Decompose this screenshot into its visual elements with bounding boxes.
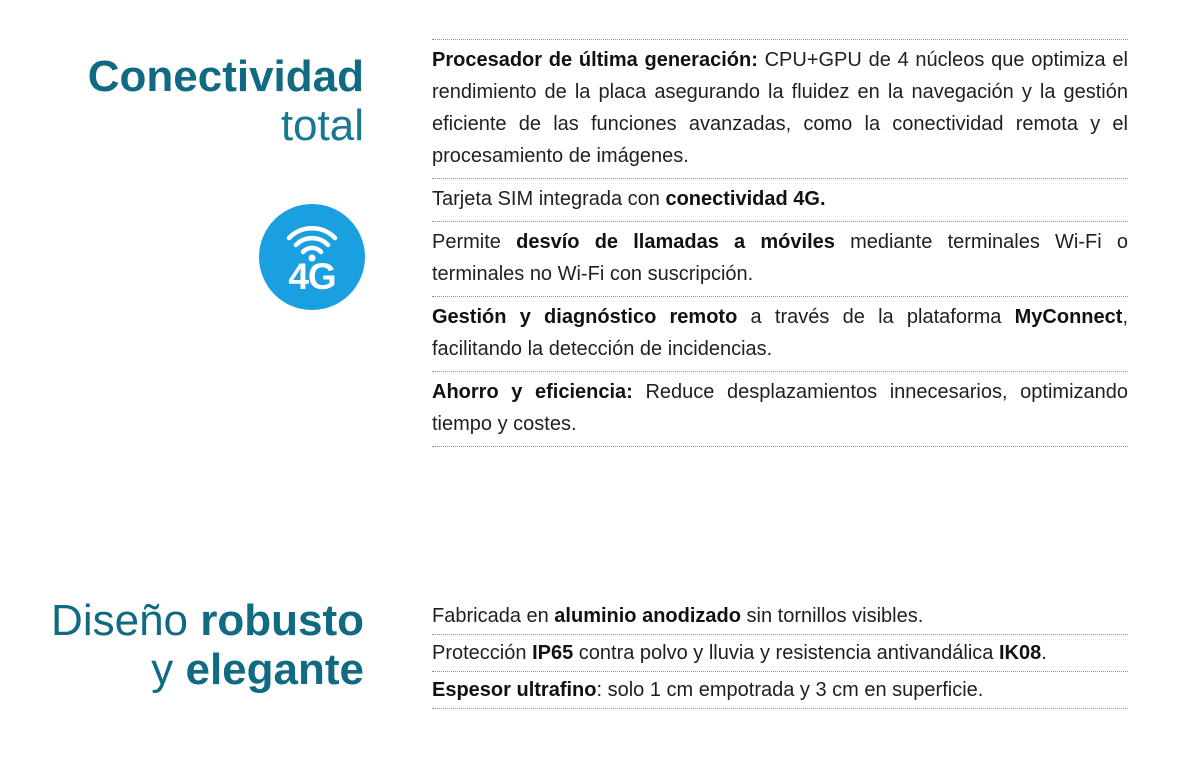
list-item: Espesor ultrafino: solo 1 cm empotrada y 3 cm en superficie. <box>432 672 1128 709</box>
list-item: Procesador de última generación: CPU+GPU de 4 núcleos que optimiza el rendimiento de la placa asegurando la fluidez en la navegación y la gestión eficiente de las funciones avanzadas, como la conectividad remota y el procesamiento de imágenes. <box>432 40 1128 179</box>
title-bold: Conectividad <box>87 52 364 101</box>
list-item: Tarjeta SIM integrada con conectividad 4G. <box>432 179 1128 222</box>
list-item: Protección IP65 contra polvo y lluvia y resistencia antivandálica IK08. <box>432 635 1128 672</box>
list-item: Permite desvío de llamadas a móviles mediante terminales Wi-Fi o terminales no Wi-Fi con suscripción. <box>432 222 1128 297</box>
diseno-list <box>432 598 1128 709</box>
title-regular: total <box>280 101 364 151</box>
badge-label: 4G <box>288 256 336 297</box>
list-item: Ahorro y eficiencia: Reduce desplazamientos innecesarios, optimizando tiempo y costes. <box>432 372 1128 447</box>
section-title-conectividad <box>88 52 364 151</box>
section-title-diseno: Diseño robusto y elegante <box>51 596 364 695</box>
list-item: Gestión y diagnóstico remoto a través de la plataforma MyConnect, facilitando la detección de incidencias. <box>432 297 1128 372</box>
4g-badge <box>259 204 365 310</box>
conectividad-list <box>432 39 1128 447</box>
list-item: Fabricada en aluminio anodizado sin tornillos visibles. <box>432 598 1128 635</box>
